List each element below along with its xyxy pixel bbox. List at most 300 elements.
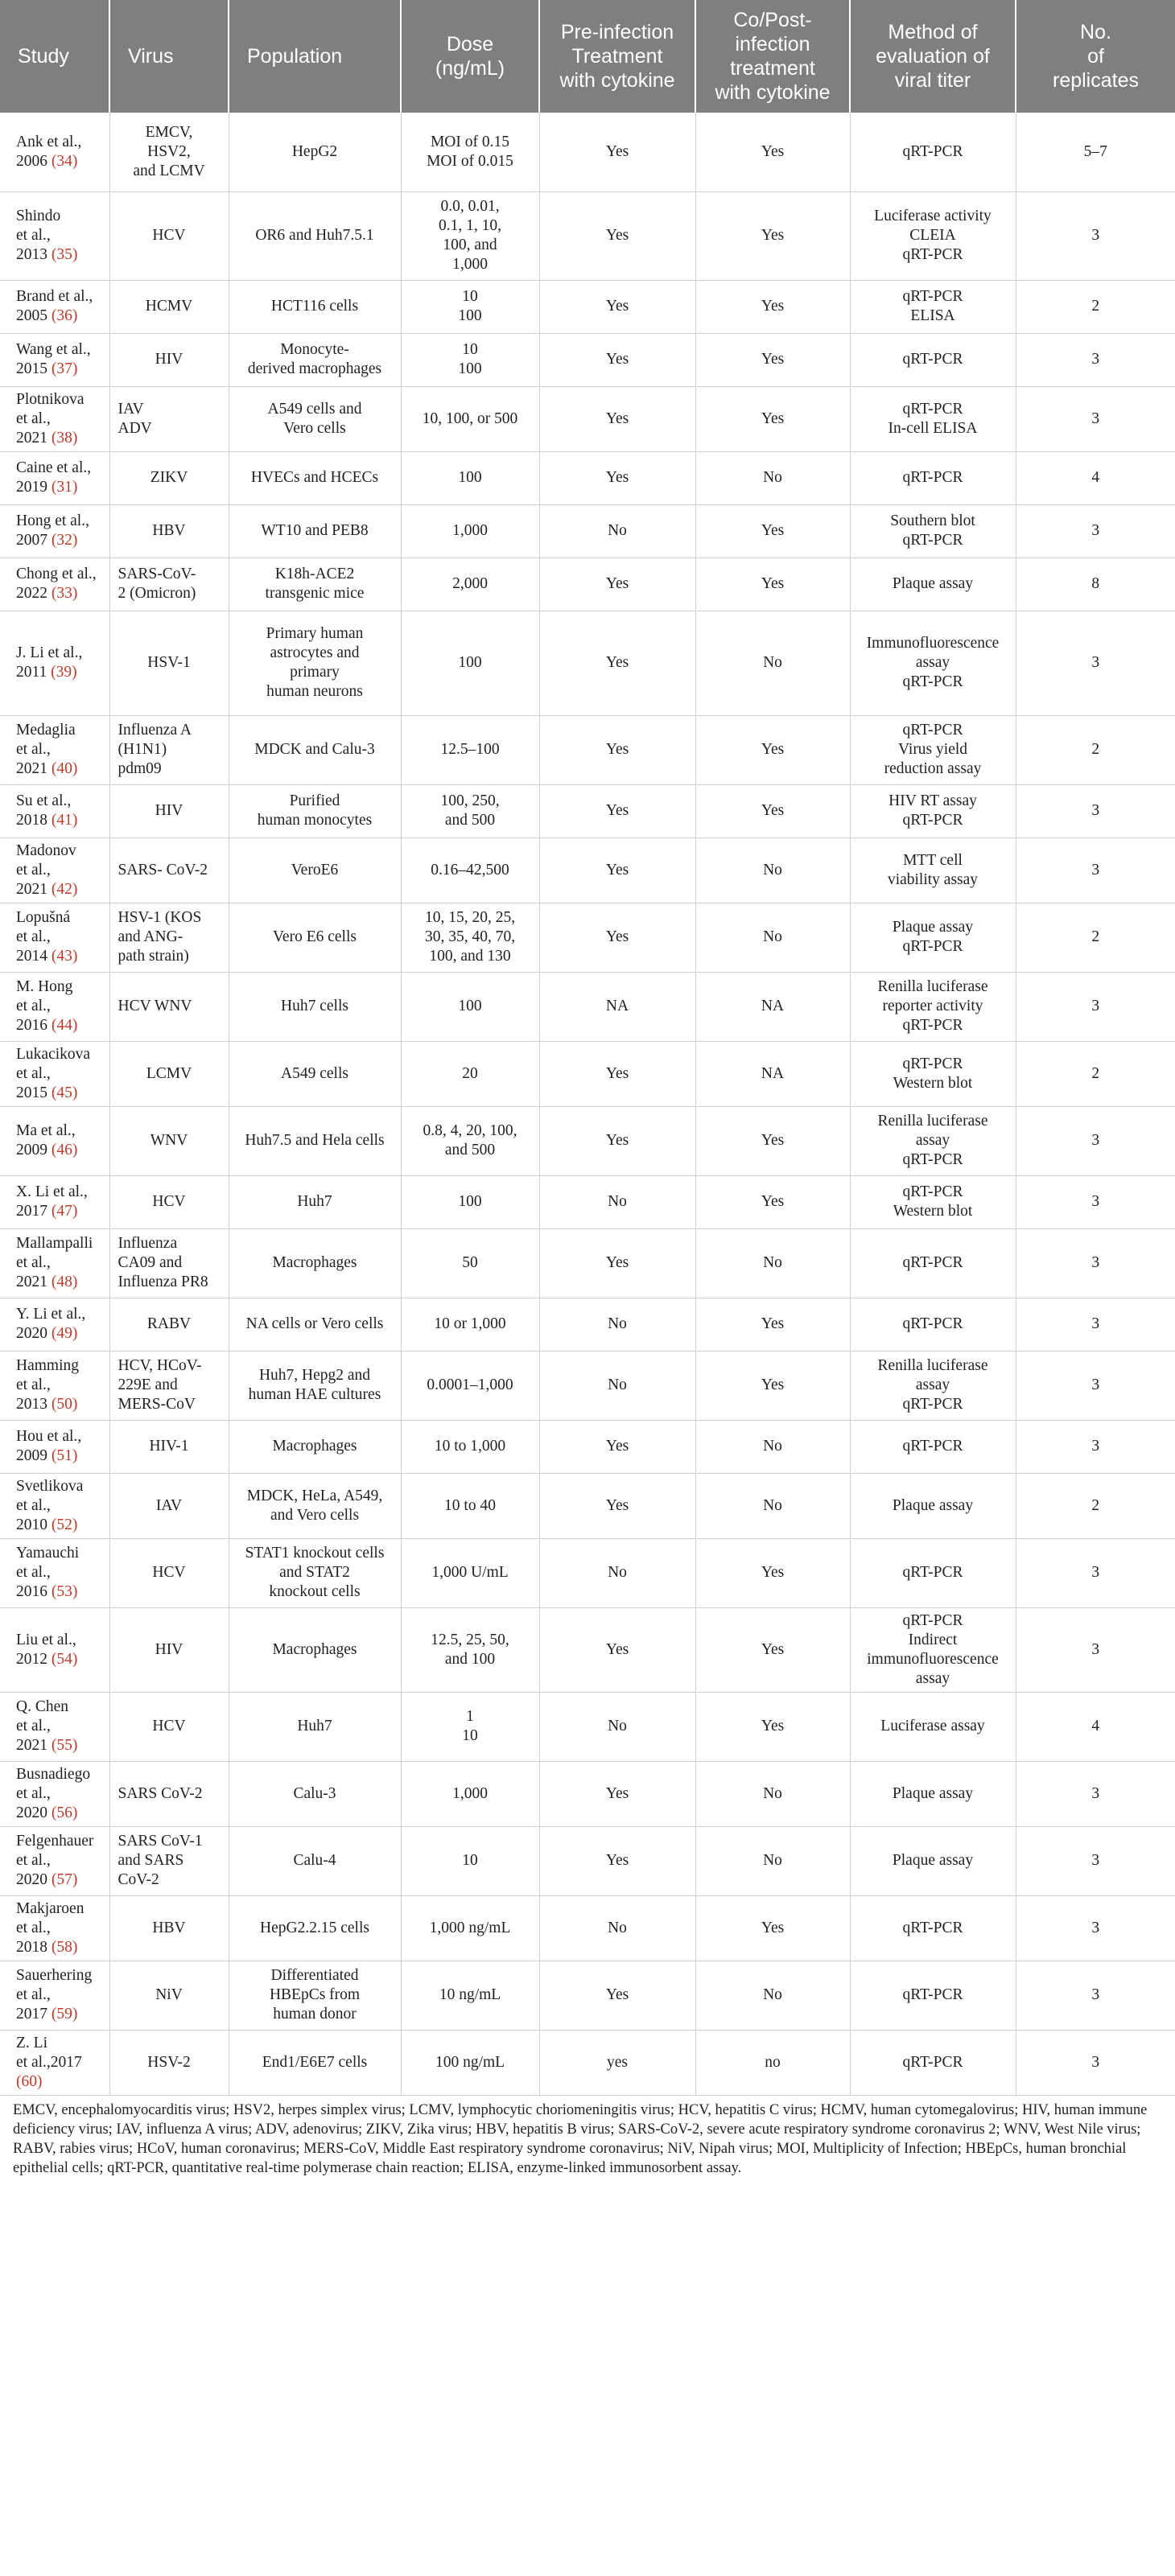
cell-method: Plaque assay qRT-PCR <box>850 903 1016 972</box>
cell-study <box>0 280 109 333</box>
cell-replicates: 3 <box>1016 1420 1175 1473</box>
cell-study <box>0 504 109 558</box>
cell-pre-infection: Yes <box>539 1761 695 1826</box>
cell-study <box>0 715 109 784</box>
study-name: J. Li et al., 2011 <box>16 644 83 681</box>
cell-virus: HSV-1 <box>109 611 229 715</box>
cell-study <box>0 191 109 280</box>
cell-replicates: 3 <box>1016 1607 1175 1692</box>
cell-post-infection: Yes <box>695 191 850 280</box>
header-post-infection: Co/Post- infection treatment with cytokine <box>695 0 850 113</box>
cell-replicates: 3 <box>1016 784 1175 837</box>
header-virus: Virus <box>109 0 229 113</box>
study-name: Y. Li et al., 2020 <box>16 1306 86 1342</box>
table-row <box>0 1538 1175 1607</box>
cell-post-infection: No <box>695 1961 850 2030</box>
cell-dose: 0.16–42,500 <box>401 837 539 903</box>
study-name: Yamauchi et al., 2016 <box>16 1545 80 1600</box>
table-header <box>0 0 1175 113</box>
cell-pre-infection: Yes <box>539 1961 695 2030</box>
cell-replicates: 2 <box>1016 715 1175 784</box>
table-row <box>0 1961 1175 2030</box>
cell-replicates: 3 <box>1016 191 1175 280</box>
study-name: Brand et al., 2005 <box>16 288 93 324</box>
cell-post-infection: Yes <box>695 113 850 191</box>
table-row <box>0 715 1175 784</box>
cell-dose: 10, 100, or 500 <box>401 386 539 451</box>
header-replicates: No. of replicates <box>1016 0 1175 113</box>
cell-virus: HIV <box>109 1607 229 1692</box>
table-row <box>0 451 1175 504</box>
reference-link[interactable]: (56) <box>51 1804 78 1821</box>
cell-virus: HIV-1 <box>109 1420 229 1473</box>
cell-study <box>0 903 109 972</box>
cell-post-infection: Yes <box>695 333 850 386</box>
cell-dose: 100 ng/mL <box>401 2030 539 2095</box>
cell-population: OR6 and Huh7.5.1 <box>229 191 401 280</box>
table-row <box>0 837 1175 903</box>
cell-dose: 10 100 <box>401 333 539 386</box>
cell-pre-infection: Yes <box>539 191 695 280</box>
cell-post-infection: NA <box>695 972 850 1041</box>
table-row <box>0 1420 1175 1473</box>
header-method: Method of evaluation of viral titer <box>850 0 1016 113</box>
cell-pre-infection: No <box>539 1538 695 1607</box>
cell-dose: 0.8, 4, 20, 100, and 500 <box>401 1106 539 1175</box>
cell-post-infection: Yes <box>695 1106 850 1175</box>
reference-link[interactable]: (37) <box>51 360 78 377</box>
cell-post-infection: Yes <box>695 280 850 333</box>
table-row <box>0 1607 1175 1692</box>
cell-method: Luciferase activity CLEIA qRT-PCR <box>850 191 1016 280</box>
study-name: Medaglia et al., 2021 <box>16 722 76 777</box>
header-population: Population <box>229 0 401 113</box>
cell-population: Macrophages <box>229 1228 401 1298</box>
cell-population: HepG2.2.15 cells <box>229 1895 401 1961</box>
table-row <box>0 1298 1175 1351</box>
cell-population: STAT1 knockout cells and STAT2 knockout cells <box>229 1538 401 1607</box>
cell-study <box>0 333 109 386</box>
cell-dose: 10 ng/mL <box>401 1961 539 2030</box>
study-name: Z. Li et al.,2017 <box>16 2034 82 2071</box>
cell-pre-infection: Yes <box>539 903 695 972</box>
cell-dose: 12.5, 25, 50, and 100 <box>401 1607 539 1692</box>
cell-post-infection: Yes <box>695 1175 850 1228</box>
cell-study <box>0 837 109 903</box>
cell-post-infection: no <box>695 2030 850 2095</box>
reference-link[interactable]: (42) <box>51 880 78 898</box>
cell-population: End1/E6E7 cells <box>229 2030 401 2095</box>
cell-pre-infection: Yes <box>539 1106 695 1175</box>
cell-virus: ZIKV <box>109 451 229 504</box>
cell-post-infection: Yes <box>695 386 850 451</box>
cell-pre-infection: Yes <box>539 1420 695 1473</box>
reference-link[interactable]: (50) <box>51 1396 78 1413</box>
reference-link[interactable]: (57) <box>51 1871 78 1888</box>
cell-pre-infection: No <box>539 1351 695 1420</box>
table-row <box>0 2030 1175 2095</box>
cell-method: qRT-PCR <box>850 2030 1016 2095</box>
reference-link[interactable]: (41) <box>51 812 78 829</box>
cell-study <box>0 558 109 611</box>
cell-study <box>0 2030 109 2095</box>
cell-pre-infection: Yes <box>539 333 695 386</box>
table-row <box>0 1351 1175 1420</box>
study-name: Wang et al., 2015 <box>16 341 91 377</box>
study-name: Hong et al., 2007 <box>16 512 89 549</box>
study-name: X. Li et al., 2017 <box>16 1183 88 1220</box>
cell-study <box>0 1473 109 1538</box>
table-row <box>0 1106 1175 1175</box>
cell-population: Calu-4 <box>229 1826 401 1895</box>
table-row <box>0 280 1175 333</box>
reference-link[interactable]: (51) <box>51 1447 78 1464</box>
cell-dose: 10 to 1,000 <box>401 1420 539 1473</box>
cell-population: Macrophages <box>229 1607 401 1692</box>
reference-link[interactable]: (39) <box>51 664 77 681</box>
cell-dose: 100 <box>401 611 539 715</box>
reference-link[interactable]: (40) <box>51 760 78 777</box>
study-name: Su et al., 2018 <box>16 792 72 829</box>
cell-dose: 100 <box>401 972 539 1041</box>
study-name: Hamming et al., 2013 <box>16 1357 79 1413</box>
cell-pre-infection: Yes <box>539 611 695 715</box>
cell-study <box>0 1228 109 1298</box>
study-name: Chong et al., 2022 <box>16 566 97 602</box>
study-name: Ma et al., 2009 <box>16 1122 76 1158</box>
reference-link[interactable]: (35) <box>51 246 78 263</box>
cell-virus: IAV <box>109 1473 229 1538</box>
cell-method: qRT-PCR <box>850 1895 1016 1961</box>
cell-population: HCT116 cells <box>229 280 401 333</box>
cell-dose: 1 10 <box>401 1692 539 1761</box>
table-row <box>0 1895 1175 1961</box>
table-row <box>0 1041 1175 1106</box>
cell-pre-infection: No <box>539 1298 695 1351</box>
cell-pre-infection: Yes <box>539 1826 695 1895</box>
reference-link[interactable]: (53) <box>51 1583 78 1600</box>
cell-virus: HIV <box>109 784 229 837</box>
study-name: Q. Chen et al., 2021 <box>16 1698 68 1754</box>
reference-link[interactable]: (59) <box>51 2006 78 2023</box>
cell-virus: HCMV <box>109 280 229 333</box>
cell-replicates: 3 <box>1016 1106 1175 1175</box>
table-row <box>0 784 1175 837</box>
cell-post-infection: No <box>695 903 850 972</box>
cell-post-infection: Yes <box>695 784 850 837</box>
table-row <box>0 1473 1175 1538</box>
cell-dose: 12.5–100 <box>401 715 539 784</box>
cell-method: MTT cell viability assay <box>850 837 1016 903</box>
table-row <box>0 113 1175 191</box>
cell-dose: 1,000 <box>401 504 539 558</box>
cell-population: Huh7, Hepg2 and human HAE cultures <box>229 1351 401 1420</box>
cell-pre-infection: Yes <box>539 784 695 837</box>
cell-method: HIV RT assay qRT-PCR <box>850 784 1016 837</box>
cell-replicates: 2 <box>1016 903 1175 972</box>
reference-link[interactable]: (34) <box>51 152 78 170</box>
cell-population: Calu-3 <box>229 1761 401 1826</box>
reference-link[interactable]: (31) <box>51 479 78 496</box>
cell-pre-infection: Yes <box>539 1473 695 1538</box>
cell-method: qRT-PCR <box>850 451 1016 504</box>
cell-dose: 10 to 40 <box>401 1473 539 1538</box>
cell-pre-infection: No <box>539 504 695 558</box>
cell-population: NA cells or Vero cells <box>229 1298 401 1351</box>
cell-dose: 50 <box>401 1228 539 1298</box>
cell-virus: SARS- CoV-2 <box>109 837 229 903</box>
reference-link[interactable]: (32) <box>51 532 78 549</box>
cell-method: Plaque assay <box>850 1473 1016 1538</box>
cell-replicates: 2 <box>1016 1041 1175 1106</box>
table-row <box>0 972 1175 1041</box>
reference-link[interactable]: (49) <box>51 1325 78 1342</box>
reference-link[interactable]: (48) <box>51 1274 78 1290</box>
study-name: Ank et al., 2006 <box>16 133 82 170</box>
reference-link[interactable]: (43) <box>51 948 78 965</box>
cell-virus: HCV <box>109 191 229 280</box>
cell-post-infection: NA <box>695 1041 850 1106</box>
study-name: Felgenhauer et al., 2020 <box>16 1833 94 1888</box>
cell-pre-infection: Yes <box>539 715 695 784</box>
cell-virus: HCV <box>109 1175 229 1228</box>
reference-link[interactable]: (58) <box>51 1938 78 1956</box>
cell-method: qRT-PCR Western blot <box>850 1041 1016 1106</box>
cell-pre-infection: Yes <box>539 837 695 903</box>
cell-population: Huh7 cells <box>229 972 401 1041</box>
cell-virus: HBV <box>109 504 229 558</box>
cell-post-infection: Yes <box>695 1298 850 1351</box>
cell-study <box>0 1538 109 1607</box>
study-name: Svetlikova et al., 2010 <box>16 1477 84 1533</box>
cell-virus: HCV <box>109 1692 229 1761</box>
cell-pre-infection: No <box>539 1895 695 1961</box>
cell-method: qRT-PCR Western blot <box>850 1175 1016 1228</box>
cell-virus: SARS CoV-1 and SARS CoV-2 <box>109 1826 229 1895</box>
cell-pre-infection: Yes <box>539 1607 695 1692</box>
study-name: Shindo et al., 2013 <box>16 208 61 263</box>
cell-post-infection: No <box>695 1228 850 1298</box>
cell-dose: 10 or 1,000 <box>401 1298 539 1351</box>
reference-link[interactable]: (36) <box>51 307 78 324</box>
cell-population: Macrophages <box>229 1420 401 1473</box>
reference-link[interactable]: (38) <box>51 429 78 446</box>
cell-study <box>0 611 109 715</box>
cell-replicates: 3 <box>1016 1961 1175 2030</box>
reference-link[interactable]: (33) <box>51 585 78 602</box>
table-row <box>0 1228 1175 1298</box>
header-pre-infection: Pre-infection Treatment with cytokine <box>539 0 695 113</box>
cell-post-infection: No <box>695 1826 850 1895</box>
cell-virus: HIV <box>109 333 229 386</box>
cell-population: Purified human monocytes <box>229 784 401 837</box>
cell-dose: 0.0001–1,000 <box>401 1351 539 1420</box>
study-name: Lopušná et al., 2014 <box>16 909 71 965</box>
cell-dose: 2,000 <box>401 558 539 611</box>
cell-population: HVECs and HCECs <box>229 451 401 504</box>
reference-link[interactable]: (47) <box>51 1203 78 1220</box>
cell-population: K18h-ACE2 transgenic mice <box>229 558 401 611</box>
cell-dose: 100 <box>401 451 539 504</box>
cell-population: Huh7.5 and Hela cells <box>229 1106 401 1175</box>
cell-study <box>0 972 109 1041</box>
reference-link[interactable]: (45) <box>51 1084 78 1101</box>
study-name: Lukacikova et al., 2015 <box>16 1045 91 1101</box>
table-row <box>0 333 1175 386</box>
cell-study <box>0 113 109 191</box>
table-row <box>0 1826 1175 1895</box>
cell-replicates: 3 <box>1016 1298 1175 1351</box>
cell-replicates: 3 <box>1016 837 1175 903</box>
reference-link[interactable]: (52) <box>51 1516 78 1533</box>
cell-virus: HBV <box>109 1895 229 1961</box>
cell-study <box>0 1420 109 1473</box>
cell-post-infection: No <box>695 611 850 715</box>
cell-virus: NiV <box>109 1961 229 2030</box>
header-study: Study <box>0 0 109 113</box>
table-row <box>0 386 1175 451</box>
cell-method: qRT-PCR <box>850 1961 1016 2030</box>
cell-dose: 10 100 <box>401 280 539 333</box>
cell-population: MDCK, HeLa, A549, and Vero cells <box>229 1473 401 1538</box>
table-row <box>0 611 1175 715</box>
cell-method: Immunofluorescence assay qRT-PCR <box>850 611 1016 715</box>
cell-study <box>0 1961 109 2030</box>
cell-study <box>0 1298 109 1351</box>
cell-dose: 1,000 U/mL <box>401 1538 539 1607</box>
study-name: Liu et al., 2012 <box>16 1631 76 1668</box>
cell-pre-infection: Yes <box>539 386 695 451</box>
study-name: Caine et al., 2019 <box>16 459 92 496</box>
study-name: Makjaroen et al., 2018 <box>16 1899 85 1956</box>
cell-post-infection: Yes <box>695 1607 850 1692</box>
cell-study <box>0 386 109 451</box>
cell-population: Primary human astrocytes and primary human neurons <box>229 611 401 715</box>
cell-population: MDCK and Calu-3 <box>229 715 401 784</box>
cell-replicates: 3 <box>1016 1351 1175 1420</box>
cell-virus: Influenza A (H1N1) pdm09 <box>109 715 229 784</box>
cell-replicates: 3 <box>1016 1761 1175 1826</box>
cell-study <box>0 1895 109 1961</box>
cell-virus: WNV <box>109 1106 229 1175</box>
cell-population: Vero E6 cells <box>229 903 401 972</box>
cell-pre-infection: Yes <box>539 451 695 504</box>
cell-replicates: 3 <box>1016 1895 1175 1961</box>
table-row <box>0 558 1175 611</box>
cell-replicates: 4 <box>1016 1692 1175 1761</box>
cell-virus: RABV <box>109 1298 229 1351</box>
cell-population: HepG2 <box>229 113 401 191</box>
cell-population: Huh7 <box>229 1175 401 1228</box>
cell-method: qRT-PCR Indirect immunofluorescence assay <box>850 1607 1016 1692</box>
cell-population: A549 cells and Vero cells <box>229 386 401 451</box>
cell-study <box>0 1692 109 1761</box>
study-name: Madonov et al., 2021 <box>16 842 76 898</box>
cell-virus: HCV WNV <box>109 972 229 1041</box>
reference-link[interactable]: (60) <box>16 2072 43 2090</box>
cell-post-infection: Yes <box>695 504 850 558</box>
study-name: Sauerhering et al., 2017 <box>16 1967 93 2023</box>
cell-replicates: 3 <box>1016 386 1175 451</box>
cell-pre-infection: Yes <box>539 280 695 333</box>
cell-replicates: 3 <box>1016 1175 1175 1228</box>
cell-post-infection: No <box>695 1473 850 1538</box>
reference-link[interactable]: (55) <box>51 1737 78 1754</box>
cell-post-infection: Yes <box>695 1692 850 1761</box>
cell-method: Luciferase assay <box>850 1692 1016 1761</box>
cell-pre-infection: No <box>539 1175 695 1228</box>
cell-method: Renilla luciferase assay qRT-PCR <box>850 1106 1016 1175</box>
cell-method: Plaque assay <box>850 1761 1016 1826</box>
cell-pre-infection: NA <box>539 972 695 1041</box>
cell-post-infection: Yes <box>695 1538 850 1607</box>
cell-post-infection: No <box>695 451 850 504</box>
table-row <box>0 903 1175 972</box>
table-row <box>0 1175 1175 1228</box>
cell-post-infection: No <box>695 1420 850 1473</box>
cell-replicates: 2 <box>1016 280 1175 333</box>
cell-virus: IAV ADV <box>109 386 229 451</box>
cell-method: qRT-PCR <box>850 1420 1016 1473</box>
cell-method: Renilla luciferase reporter activity qRT-PCR <box>850 972 1016 1041</box>
cell-method: qRT-PCR <box>850 1538 1016 1607</box>
cell-replicates: 3 <box>1016 972 1175 1041</box>
cell-dose: 100 <box>401 1175 539 1228</box>
reference-link[interactable]: (46) <box>51 1142 78 1158</box>
reference-link[interactable]: (44) <box>51 1017 78 1034</box>
cell-post-infection: Yes <box>695 715 850 784</box>
study-name: Plotnikova et al., 2021 <box>16 390 85 446</box>
table-row <box>0 1761 1175 1826</box>
cell-method: Plaque assay <box>850 1826 1016 1895</box>
cell-pre-infection: Yes <box>539 113 695 191</box>
study-name: M. Hong et al., 2016 <box>16 978 73 1034</box>
cell-virus: SARS-CoV- 2 (Omicron) <box>109 558 229 611</box>
cell-post-infection: No <box>695 837 850 903</box>
cell-virus: HSV-1 (KOS and ANG- path strain) <box>109 903 229 972</box>
cell-method: qRT-PCR <box>850 333 1016 386</box>
cell-study <box>0 1175 109 1228</box>
cell-population: WT10 and PEB8 <box>229 504 401 558</box>
cell-replicates: 3 <box>1016 1538 1175 1607</box>
cell-post-infection: Yes <box>695 1895 850 1961</box>
cell-method: Plaque assay <box>850 558 1016 611</box>
cell-population: Huh7 <box>229 1692 401 1761</box>
cell-dose: 1,000 ng/mL <box>401 1895 539 1961</box>
cell-method: Renilla luciferase assay qRT-PCR <box>850 1351 1016 1420</box>
cell-population: A549 cells <box>229 1041 401 1106</box>
cell-replicates: 3 <box>1016 2030 1175 2095</box>
cell-dose: 20 <box>401 1041 539 1106</box>
cell-method: Southern blot qRT-PCR <box>850 504 1016 558</box>
cell-population: Differentiated HBEpCs from human donor <box>229 1961 401 2030</box>
cell-method: qRT-PCR ELISA <box>850 280 1016 333</box>
cell-study <box>0 1826 109 1895</box>
cell-dose: 10 <box>401 1826 539 1895</box>
header-dose: Dose (ng/mL) <box>401 0 539 113</box>
cell-method: qRT-PCR In-cell ELISA <box>850 386 1016 451</box>
cell-virus: HCV <box>109 1538 229 1607</box>
cell-post-infection: No <box>695 1761 850 1826</box>
cell-pre-infection: Yes <box>539 1041 695 1106</box>
reference-link[interactable]: (54) <box>51 1650 78 1668</box>
cell-pre-infection: Yes <box>539 558 695 611</box>
cell-replicates: 3 <box>1016 504 1175 558</box>
cell-population: Monocyte- derived macrophages <box>229 333 401 386</box>
cell-virus: LCMV <box>109 1041 229 1106</box>
cell-study <box>0 784 109 837</box>
cell-dose: 10, 15, 20, 25, 30, 35, 40, 70, 100, and 130 <box>401 903 539 972</box>
